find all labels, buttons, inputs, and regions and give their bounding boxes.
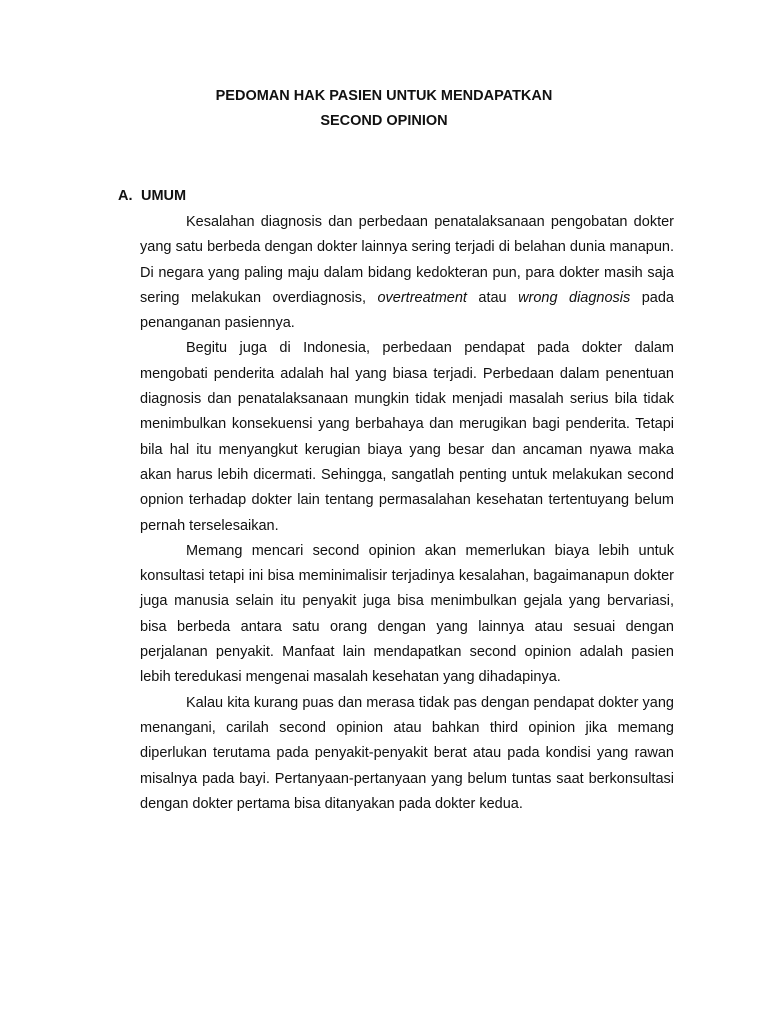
paragraph-1-text-c: pada penanganan pasiennya. bbox=[140, 289, 674, 332]
paragraph-3: Memang mencari second opinion akan memerlukan biaya lebih untuk konsultasi tetapi ini bisa meminimalisir terjadinya kesalahan, bagaimanapun dokter juga manusia selain itu penyakit juga bisa menimbulkan gejala yang bervariasi, bisa berbeda antara satu orang dengan yang lainnya atau sesuai dengan perjalanan penyakit. Manfaat lain mendapatkan second opinion adalah pasien lebih teredukasi mengenai masalah kesehatan yang dihadapinya. bbox=[140, 542, 674, 686]
paragraph-4: Kalau kita kurang puas dan merasa tidak pas dengan pendapat dokter yang menangani, carilah second opinion atau bahkan third opinion jika memang diperlukan terutama pada penyakit-penyakit berat atau pada kondisi yang rawan misalnya pada bayi. Pertanyaan-pertanyaan yang belum tuntas saat berkonsultasi dengan dokter pertama bisa ditanyakan pada dokter kedua. bbox=[140, 694, 674, 812]
section-body bbox=[140, 210, 674, 817]
document-title-line-2: SECOND OPINION bbox=[320, 113, 448, 129]
section-title: UMUM bbox=[141, 188, 187, 204]
paragraph-1-italic-overtreatment: overtreatment bbox=[377, 289, 467, 306]
document-title-line-1: PEDOMAN HAK PASIEN UNTUK MENDAPATKAN bbox=[215, 88, 553, 104]
section-heading bbox=[118, 184, 186, 209]
paragraph-1-italic-wrong-diagnosis: wrong diagnosis bbox=[518, 289, 631, 306]
paragraph-1-text-a: Kesalahan diagnosis dan perbedaan penatalaksanaan pengobatan dokter yang satu berbeda dengan dokter lainnya sering terjadi di belahan dunia manapun. Di negara yang paling maju dalam bidang kedokteran pun, para dokter masih saja sering melakukan overdiagnosis, bbox=[140, 214, 674, 306]
paragraph-1-text-b: atau bbox=[466, 289, 519, 306]
paragraph-1 bbox=[140, 210, 674, 336]
section-letter: A. bbox=[118, 188, 133, 204]
paragraph-2: Begitu juga di Indonesia, perbedaan pendapat pada dokter dalam mengobati penderita adalah hal yang biasa terjadi. Perbedaan dalam penentuan diagnosis dan penatalaksanaan mungkin tidak menjadi masalah serius bila tidak menimbulkan konsekuensi yang berbahaya dan merugikan bagi penderita. Tetapi bila hal itu menyangkut kerugian biaya yang besar dan ancaman nyawa maka akan harus lebih dicermati. Sehingga, sangatlah penting untuk melakukan second opnion terhadap dokter lain tentang permasalahan kesehatan tertentuyang belum pernah terselesaikan. bbox=[140, 340, 674, 534]
